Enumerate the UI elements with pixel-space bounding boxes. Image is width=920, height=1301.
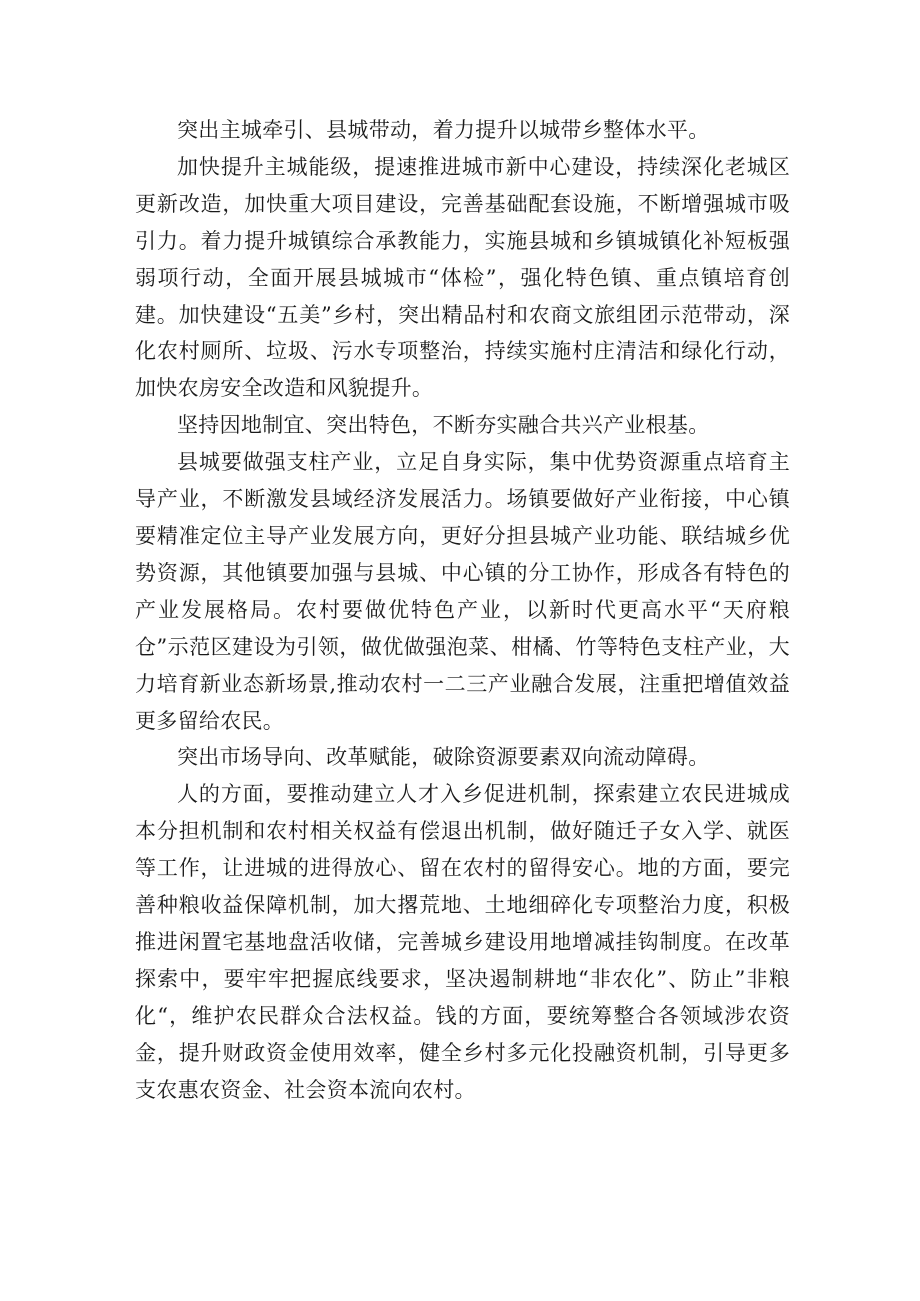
section-body-2: 县城要做强支柱产业，立足自身实际，集中优势资源重点培育主导产业，不断激发县域经济发展活力。场镇要做好产业衔接，中心镇要精准定位主导产业发展方向，更好分担县城产业功能、联结城乡优势资源，其他镇要加强与县城、中心镇的分工协作，形成各有特色的产业发展格局。农村要做优特色产业，以新时代更高水平“天府粮仓”示范区建设为引领，做优做强泡菜、柑橘、竹等特色支柱产业，大力培育新业态新场景,推动农村一二三产业融合发展，注重把增值效益更多留给农民。: [135, 450, 790, 733]
document-page: [135, 112, 790, 1108]
section-body-3: 人的方面，要推动建立人才入乡促进机制，探索建立农民进城成本分担机制和农村相关权益有偿退出机制，做好随迁子女入学、就医等工作，让进城的进得放心、留在农村的留得安心。地的方面，要完善种粮收益保障机制，加大撂荒地、土地细碎化专项整治力度，积极推进闲置宅基地盘活收储，完善城乡建设用地增减挂钩制度。在改革探索中，要牢牢把握底线要求，坚决遏制耕地“非农化”、防止”非粮化“，维护农民群众合法权益。钱的方面，要统筹整合各领域涉农资金，提升财政资金使用效率，健全乡村多元化投融资机制，引导更多支农惠农资金、社会资本流向农村。: [135, 782, 790, 1102]
section-body-1: 加快提升主城能级，提速推进城市新中心建设，持续深化老城区更新改造，加快重大项目建设，完善基础配套设施，不断增强城市吸引力。着力提升城镇综合承教能力，实施县城和乡镇城镇化补短板强弱项行动，全面开展县城城市“体检”，强化特色镇、重点镇培育创建。加快建设“五美”乡村，突出精品村和农商文旅组团示范带动，深化农村厕所、垃圾、污水专项整治，持续实施村庄清洁和绿化行动，加快农房安全改造和风貌提升。: [135, 154, 790, 401]
section-heading-1: 突出主城牵引、县城带动，着力提升以城带乡整体水平。: [177, 118, 710, 142]
section-heading-2: 坚持因地制宜、突出特色，不断夯实融合共兴产业根基。: [177, 413, 710, 438]
section-heading-3: 突出市场导向、改革赋能，破除资源要素双向流动障碍。: [177, 745, 710, 770]
